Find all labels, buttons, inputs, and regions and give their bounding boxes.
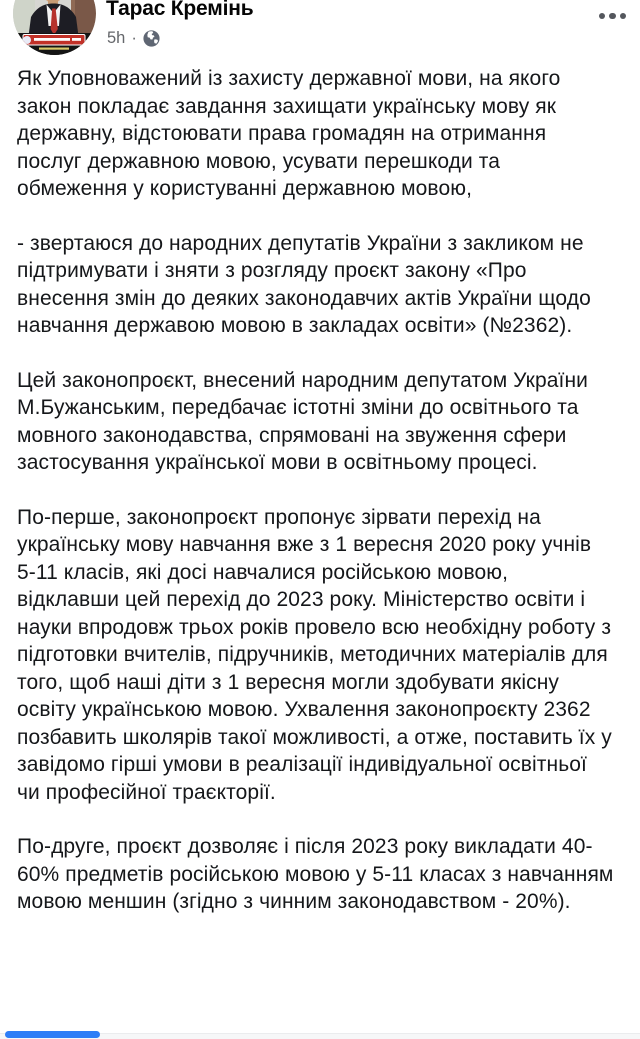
post-meta: [107, 29, 160, 48]
author-name[interactable]: Тарас Кремінь: [106, 0, 254, 20]
meta-separator: ·: [131, 29, 137, 47]
globe-public-icon: [143, 30, 160, 47]
post-paragraph: Цей законопроєкт, внесений народним депутатом України М.Бужанським, передбачає істотні зміни до освітнього та мовного законодавства, спрямовані на звуження сфери застосування української мови в освітньому процесі.: [17, 368, 588, 474]
profile-photo-icon: [13, 0, 96, 55]
avatar[interactable]: [13, 0, 96, 55]
post-options-button[interactable]: [590, 5, 626, 27]
ellipsis-menu-icon: [599, 13, 627, 20]
post-header: [0, 0, 640, 62]
post-paragraph: - звертаюся до народних депутатів України з закликом не підтримувати і зняти з розгляду проєкт закону «Про внесення змін до деяких законодавчих актів України щодо навчання державою мовою в закладах освіти» (№2362).: [17, 231, 591, 337]
post-body: [17, 65, 614, 916]
post-paragraph: Як Уповноважений із захисту державної мови, на якого закон покладає завдання захищати українську мову як державну, відстоювати права громадян на отримання послуг державною мовою, усувати перешкоди та обмеження у користуванні державною мовою,: [17, 67, 561, 200]
post-paragraph: По-перше, законопроєкт пропонує зірвати перехід на українську мову навчання вже з 1 вересня 2020 року учнів 5-11 класів, які досі навчалися російською мовою, відклавши цей перехід до 2023 року. Міністерство освіти і науки впродовж трьох років провело всю необхідну роботу з підготовки вчителів, підручників, методичних матеріалів для того, щоб наші діти з 1 вересня могли здобувати якісну освіту українською мовою. Ухвалення законопроєкту 2362 позбавить школярів такої можливості, а отже, поставить їх у завідомо гірші умови в реалізації індивідуальної освітньої чи професійної траєкторії.: [17, 505, 612, 804]
post-paragraph: По-друге, проєкт дозволяє і після 2023 року викладати 40-60% предметів російською мовою у 5-11 класах з навчанням мовою меншин (згідно з чинним законодавством - 20%).: [17, 835, 614, 913]
progress-bar: [5, 1031, 100, 1038]
timestamp[interactable]: 5h: [107, 29, 126, 47]
